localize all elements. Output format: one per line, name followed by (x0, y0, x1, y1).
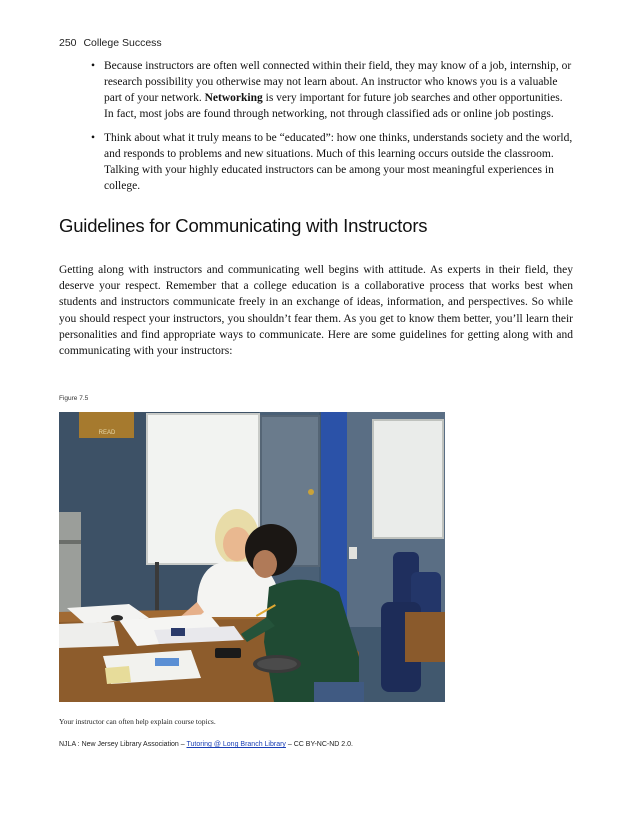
section-heading: Guidelines for Communicating with Instructors (59, 215, 428, 236)
book-title: College Success (83, 37, 162, 49)
figure-credit (59, 741, 353, 748)
bullet-text: Think about what it truly means to be “educated”: how one thinks, understands society and the world, and responds to problems and new situations. Much of this learning occurs outside the classroom. Talking with your highly educated instructors can be among your most meaningful experiences in college. (104, 132, 573, 192)
figure-label: Figure 7.5 (59, 395, 89, 402)
figure-caption: Your instructor can often help explain course topics. (59, 717, 216, 726)
bullet-text: Because instructors are often well connected within their field, they may know of a job, internship, or research possibility you otherwise may not learn about. An instructor who knows you is a valuable part of your network. (104, 60, 572, 104)
bullet-list (59, 58, 573, 202)
body-paragraph: Getting along with instructors and communicating well begins with attitude. As experts in their field, they deserve your respect. Remember that a college education is a collaborative process that works best when students and instructors communicate freely in an exchange of ideas, information, and perspectives. So while you should respect your instructors, you shouldn’t fear them. As you get to know them better, you’ll learn their personalities and find appropriate ways to communicate. Here are some guidelines for getting along with and communicating with your instructors: (59, 264, 573, 358)
page-number: 250 (59, 37, 77, 49)
running-header (59, 37, 162, 49)
bullet-item-networking (104, 58, 573, 122)
figure-photo (59, 412, 445, 702)
bullet-item-educated (104, 130, 573, 194)
sign-text: READ (98, 430, 116, 436)
credit-prefix: NJLA : New Jersey Library Association – (59, 741, 187, 748)
bullet-text: is very important for future job searches and other opportunities. In fact, most jobs are found through networking, not through classified ads or online job postings. (104, 92, 563, 120)
credit-link[interactable]: Tutoring @ Long Branch Library (186, 741, 286, 748)
bullet-bold-term: Networking (204, 92, 263, 104)
credit-suffix: – CC BY-NC-ND 2.0. (285, 741, 353, 748)
